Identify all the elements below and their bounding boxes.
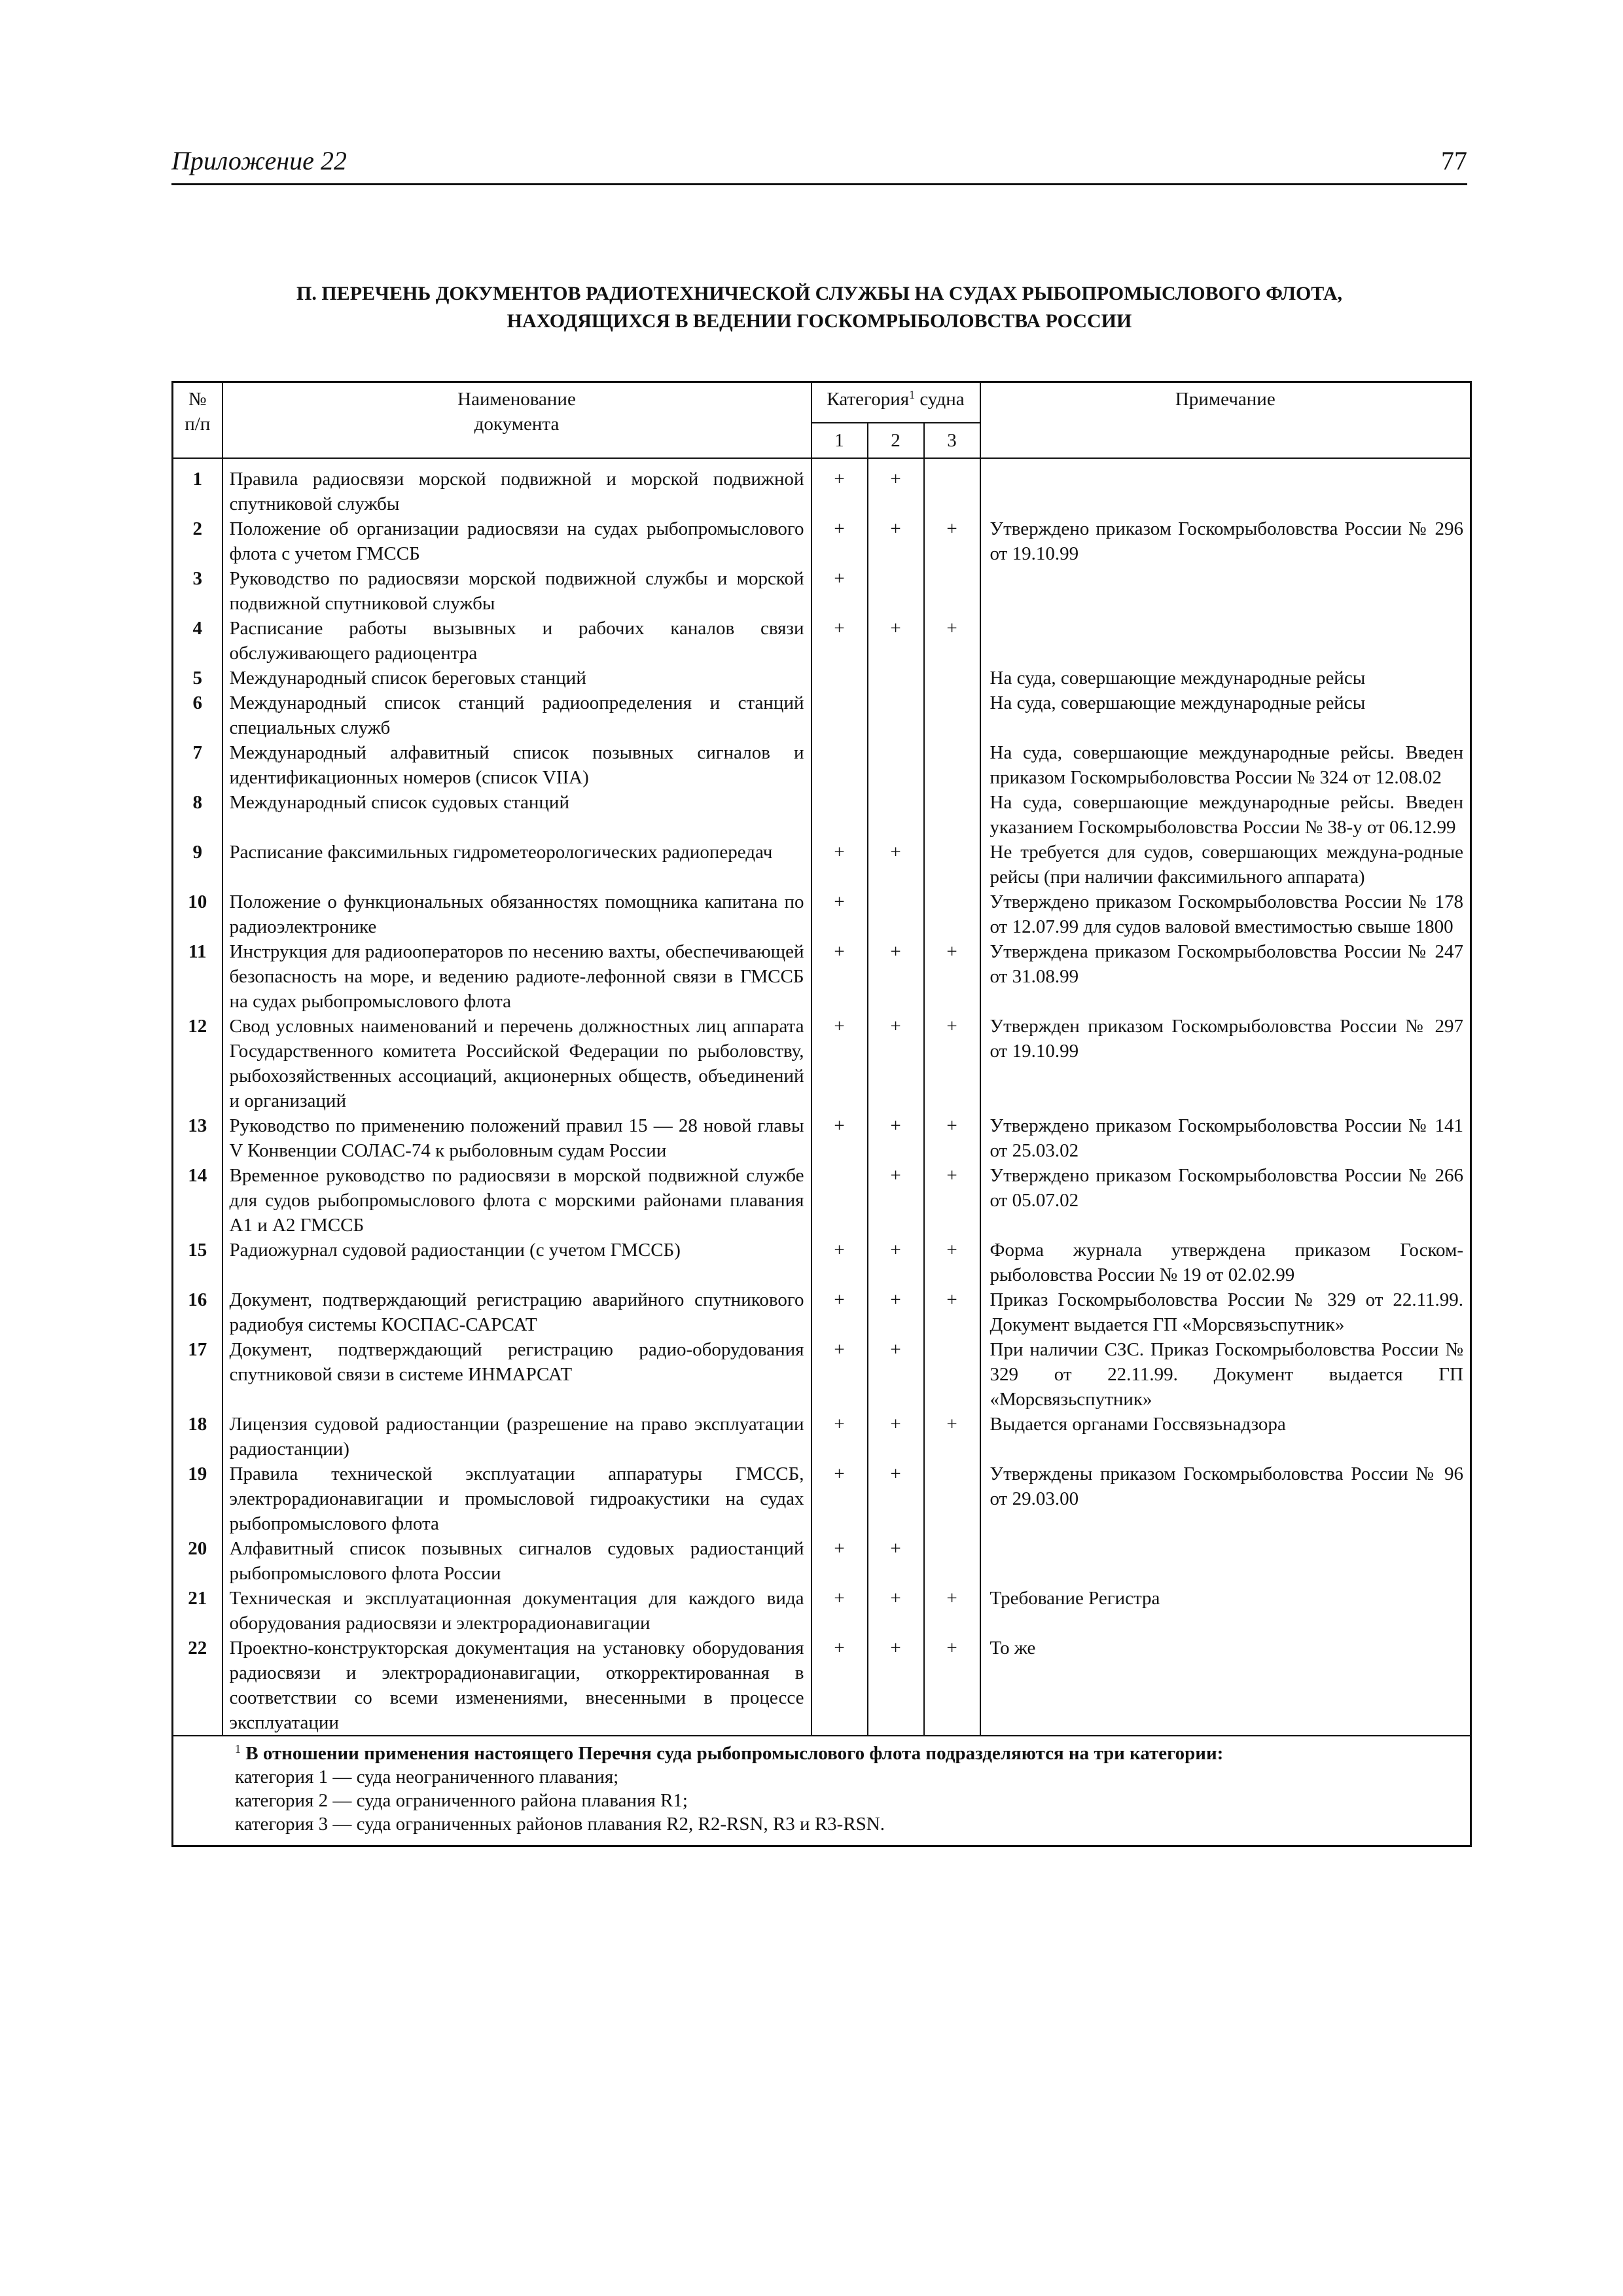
row-note: На суда, совершающие международные рейсы. Введен указанием Госкомрыболовства России № 38-у от 06.12.99 — [980, 790, 1471, 840]
row-document-name: Расписание работы вызывных и рабочих каналов связи обслуживающего радиоцентра — [223, 616, 812, 666]
header-vessel-category: Категория$^1$ судна — [812, 382, 980, 423]
row-number: 14 — [173, 1163, 223, 1238]
page-number: 77 — [1441, 146, 1467, 175]
document-title — [171, 280, 1467, 335]
row-note: Утверждено приказом Госкомрыболовства России № 178 от 12.07.99 для судов валовой вместимостью свыше 1800 — [980, 889, 1471, 939]
row-category-1-mark: + — [812, 840, 868, 889]
row-category-2-mark: + — [868, 616, 924, 666]
row-document-name: Положение о функциональных обязанностях помощника капитана по радиоэлектронике — [223, 889, 812, 939]
row-document-name: Правила технической эксплуатации аппаратуры ГМССБ, электрорадионавигации и промысловой гидроакустики на судах рыбопромыслового флота — [223, 1462, 812, 1536]
row-category-1-mark: + — [812, 1238, 868, 1287]
row-document-name: Международный список станций радиоопределения и станций специальных служб — [223, 691, 812, 740]
row-category-1-mark: + — [812, 889, 868, 939]
row-document-name: Международный алфавитный список позывных сигналов и идентификационных номеров (список VIIA) — [223, 740, 812, 790]
row-document-name: Правила радиосвязи морской подвижной и морской подвижной спутниковой службы — [223, 458, 812, 516]
row-number: 17 — [173, 1337, 223, 1412]
row-category-1-mark: + — [812, 458, 868, 516]
row-note: При наличии СЗС. Приказ Госкомрыболовства России № 329 от 22.11.99. Документ выдается ГП «Морсвязьспутник» — [980, 1337, 1471, 1412]
row-category-2-mark: + — [868, 1412, 924, 1462]
row-number: 7 — [173, 740, 223, 790]
row-number: 5 — [173, 666, 223, 691]
row-category-2-mark: + — [868, 1238, 924, 1287]
row-note — [980, 1536, 1471, 1586]
row-category-3-mark: + — [924, 516, 980, 566]
table-row — [173, 616, 1471, 666]
table-body — [173, 458, 1471, 1736]
row-category-2-mark: + — [868, 1586, 924, 1636]
row-category-3-mark: + — [924, 1586, 980, 1636]
table-row — [173, 790, 1471, 840]
row-category-1-mark: + — [812, 516, 868, 566]
row-note: Требование Регистра — [980, 1586, 1471, 1636]
row-number: 9 — [173, 840, 223, 889]
row-category-2-mark: + — [868, 1163, 924, 1238]
row-number: 2 — [173, 516, 223, 566]
header-category-3: 3 — [924, 423, 980, 458]
row-category-2-mark: + — [868, 1636, 924, 1736]
row-category-2-mark — [868, 666, 924, 691]
table-header-row — [173, 382, 1471, 423]
row-note: Утверждено приказом Госкомрыболовства России № 266 от 05.07.02 — [980, 1163, 1471, 1238]
table-row — [173, 1586, 1471, 1636]
row-note — [980, 566, 1471, 616]
row-document-name: Положение об организации радиосвязи на судах рыбопромыслового флота с учетом ГМССБ — [223, 516, 812, 566]
row-number: 20 — [173, 1536, 223, 1586]
row-category-3-mark — [924, 889, 980, 939]
row-note: На суда, совершающие международные рейсы. Введен приказом Госкомрыболовства России № 324 от 12.08.02 — [980, 740, 1471, 790]
row-number: 19 — [173, 1462, 223, 1536]
row-number: 3 — [173, 566, 223, 616]
row-category-3-mark — [924, 1337, 980, 1412]
row-document-name: Международный список береговых станций — [223, 666, 812, 691]
row-category-3-mark: + — [924, 1287, 980, 1337]
row-category-3-mark — [924, 740, 980, 790]
row-category-2-mark: + — [868, 516, 924, 566]
row-category-2-mark: + — [868, 1287, 924, 1337]
row-category-1-mark — [812, 666, 868, 691]
row-document-name: Международный список судовых станций — [223, 790, 812, 840]
row-note: Форма журнала утверждена приказом Госком-рыболовства России № 19 от 02.02.99 — [980, 1238, 1471, 1287]
running-header — [171, 143, 1467, 185]
table-row — [173, 1636, 1471, 1736]
row-note — [980, 616, 1471, 666]
table-row — [173, 1163, 1471, 1238]
row-category-2-mark: + — [868, 939, 924, 1014]
row-document-name: Свод условных наименований и перечень должностных лиц аппарата Государственного комитета Российской Федерации по рыболовству, рыбохозяйственных ассоциаций, акционерных обществ, объединений и организаций — [223, 1014, 812, 1113]
row-category-1-mark — [812, 1163, 868, 1238]
row-category-1-mark: + — [812, 1536, 868, 1586]
row-note: Не требуется для судов, совершающих междуна-родные рейсы (при наличии факсимильного аппарата) — [980, 840, 1471, 889]
footnote: $^1$ В отношении применения настоящего Перечня суда рыбопромыслового флота подразделяются на три категории: категория 1 — суда неограниченного плавания; категория 2 — суда ограниченного района плавания R1; категория 3 — суда ограниченных районов плавания R2, R2-RSN, R3 и R3-RSN. — [173, 1736, 1471, 1846]
row-category-1-mark: + — [812, 616, 868, 666]
row-category-2-mark — [868, 740, 924, 790]
row-number: 10 — [173, 889, 223, 939]
row-category-1-mark: + — [812, 1287, 868, 1337]
row-category-2-mark: + — [868, 458, 924, 516]
row-category-1-mark: + — [812, 1337, 868, 1412]
row-note: На суда, совершающие международные рейсы — [980, 691, 1471, 740]
row-number: 11 — [173, 939, 223, 1014]
row-document-name: Руководство по применению положений правил 15 — 28 новой главы V Конвенции СОЛАС-74 к рыболовным судам России — [223, 1113, 812, 1163]
table-row — [173, 1238, 1471, 1287]
row-document-name: Временное руководство по радиосвязи в морской подвижной службе для судов рыбопромыслового флота с морскими районами плавания А1 и А2 ГМССБ — [223, 1163, 812, 1238]
table-row — [173, 666, 1471, 691]
row-category-2-mark: + — [868, 1462, 924, 1536]
row-note: Утвержден приказом Госкомрыболовства России № 297 от 19.10.99 — [980, 1014, 1471, 1113]
row-category-1-mark: + — [812, 1014, 868, 1113]
table-row — [173, 691, 1471, 740]
row-number: 15 — [173, 1238, 223, 1287]
row-category-2-mark: + — [868, 1536, 924, 1586]
table-row — [173, 889, 1471, 939]
row-category-3-mark — [924, 840, 980, 889]
row-category-2-mark: + — [868, 840, 924, 889]
row-document-name: Руководство по радиосвязи морской подвижной службы и морской подвижной спутниковой службы — [223, 566, 812, 616]
row-category-2-mark — [868, 790, 924, 840]
row-category-3-mark — [924, 1536, 980, 1586]
row-category-1-mark: + — [812, 1412, 868, 1462]
row-number: 21 — [173, 1586, 223, 1636]
row-category-1-mark: + — [812, 1113, 868, 1163]
row-note: То же — [980, 1636, 1471, 1736]
row-number: 13 — [173, 1113, 223, 1163]
row-note: Приказ Госкомрыболовства России № 329 от 22.11.99. Документ выдается ГП «Морсвязьспутник» — [980, 1287, 1471, 1337]
row-number: 6 — [173, 691, 223, 740]
header-category-2: 2 — [868, 423, 924, 458]
row-number: 4 — [173, 616, 223, 666]
row-category-2-mark: + — [868, 1337, 924, 1412]
header-document-name: Наименование документа — [223, 382, 812, 459]
appendix-label: Приложение 22 — [171, 146, 347, 175]
row-category-3-mark: + — [924, 616, 980, 666]
row-number: 12 — [173, 1014, 223, 1113]
table-row — [173, 516, 1471, 566]
row-category-1-mark — [812, 691, 868, 740]
row-number: 16 — [173, 1287, 223, 1337]
row-document-name: Документ, подтверждающий регистрацию радио-оборудования спутниковой связи в системе ИНМАРСАТ — [223, 1337, 812, 1412]
row-note: Выдается органами Госсвязьнадзора — [980, 1412, 1471, 1462]
row-category-1-mark — [812, 790, 868, 840]
row-document-name: Техническая и эксплуатационная документация для каждого вида оборудования радиосвязи и электрорадионавигации — [223, 1586, 812, 1636]
row-note: Утверждено приказом Госкомрыболовства России № 141 от 25.03.02 — [980, 1113, 1471, 1163]
table-row — [173, 1337, 1471, 1412]
row-document-name: Лицензия судовой радиостанции (разрешение на право эксплуатации радиостанции) — [223, 1412, 812, 1462]
row-category-2-mark: + — [868, 1014, 924, 1113]
documents-table — [171, 381, 1472, 1847]
row-category-1-mark — [812, 740, 868, 790]
row-category-1-mark: + — [812, 1636, 868, 1736]
row-category-1-mark: + — [812, 1586, 868, 1636]
title-line-2: НАХОДЯЩИХСЯ В ВЕДЕНИИ ГОСКОМРЫБОЛОВСТВА РОССИИ — [507, 310, 1132, 332]
row-category-2-mark — [868, 566, 924, 616]
row-document-name: Алфавитный список позывных сигналов судовых радиостанций рыбопромыслового флота России — [223, 1536, 812, 1586]
row-category-3-mark — [924, 691, 980, 740]
row-category-3-mark: + — [924, 939, 980, 1014]
row-number: 8 — [173, 790, 223, 840]
header-category-1: 1 — [812, 423, 868, 458]
row-note: Утверждена приказом Госкомрыболовства России № 247 от 31.08.99 — [980, 939, 1471, 1014]
table-row — [173, 740, 1471, 790]
row-category-2-mark: + — [868, 1113, 924, 1163]
table-row — [173, 840, 1471, 889]
row-category-3-mark — [924, 666, 980, 691]
row-note: Утверждены приказом Госкомрыболовства России № 96 от 29.03.00 — [980, 1462, 1471, 1536]
row-category-1-mark: + — [812, 566, 868, 616]
row-category-3-mark: + — [924, 1412, 980, 1462]
row-note — [980, 458, 1471, 516]
table-row — [173, 1412, 1471, 1462]
row-category-1-mark: + — [812, 1462, 868, 1536]
row-category-2-mark — [868, 889, 924, 939]
title-line-1: П. ПЕРЕЧЕНЬ ДОКУМЕНТОВ РАДИОТЕХНИЧЕСКОЙ СЛУЖБЫ НА СУДАХ РЫБОПРОМЫСЛОВОГО ФЛОТА, — [296, 283, 1342, 304]
row-category-3-mark: + — [924, 1163, 980, 1238]
table-row — [173, 1536, 1471, 1586]
row-number: 22 — [173, 1636, 223, 1736]
row-category-3-mark: + — [924, 1238, 980, 1287]
table-row — [173, 939, 1471, 1014]
row-category-3-mark — [924, 458, 980, 516]
row-category-3-mark: + — [924, 1636, 980, 1736]
footnote-row — [173, 1736, 1471, 1846]
row-number: 18 — [173, 1412, 223, 1462]
row-document-name: Радиожурнал судовой радиостанции (с учетом ГМССБ) — [223, 1238, 812, 1287]
row-category-3-mark: + — [924, 1014, 980, 1113]
row-category-3-mark — [924, 1462, 980, 1536]
header-number: № п/п — [173, 382, 223, 459]
table-row — [173, 1014, 1471, 1113]
row-category-1-mark: + — [812, 939, 868, 1014]
row-category-3-mark — [924, 790, 980, 840]
table-row — [173, 1287, 1471, 1337]
table-row — [173, 458, 1471, 516]
row-note: Утверждено приказом Госкомрыболовства России № 296 от 19.10.99 — [980, 516, 1471, 566]
table-row — [173, 1462, 1471, 1536]
row-category-3-mark: + — [924, 1113, 980, 1163]
row-category-3-mark — [924, 566, 980, 616]
row-document-name: Документ, подтверждающий регистрацию аварийного спутникового радиобуя системы КОСПАС-САРСАТ — [223, 1287, 812, 1337]
row-number: 1 — [173, 458, 223, 516]
row-document-name: Инструкция для радиооператоров по несению вахты, обеспечивающей безопасность на море, и ведению радиоте-лефонной связи в ГМССБ на судах рыбопромыслового флота — [223, 939, 812, 1014]
header-note: Примечание — [980, 382, 1471, 459]
row-document-name: Проектно-конструкторская документация на установку оборудования радиосвязи и электрорадионавигации, откорректированная в соответствии со всеми изменениями, внесенными в процессе эксплуатации — [223, 1636, 812, 1736]
table-row — [173, 566, 1471, 616]
table-row — [173, 1113, 1471, 1163]
row-document-name: Расписание факсимильных гидрометеорологических радиопередач — [223, 840, 812, 889]
row-category-2-mark — [868, 691, 924, 740]
row-note: На суда, совершающие международные рейсы — [980, 666, 1471, 691]
